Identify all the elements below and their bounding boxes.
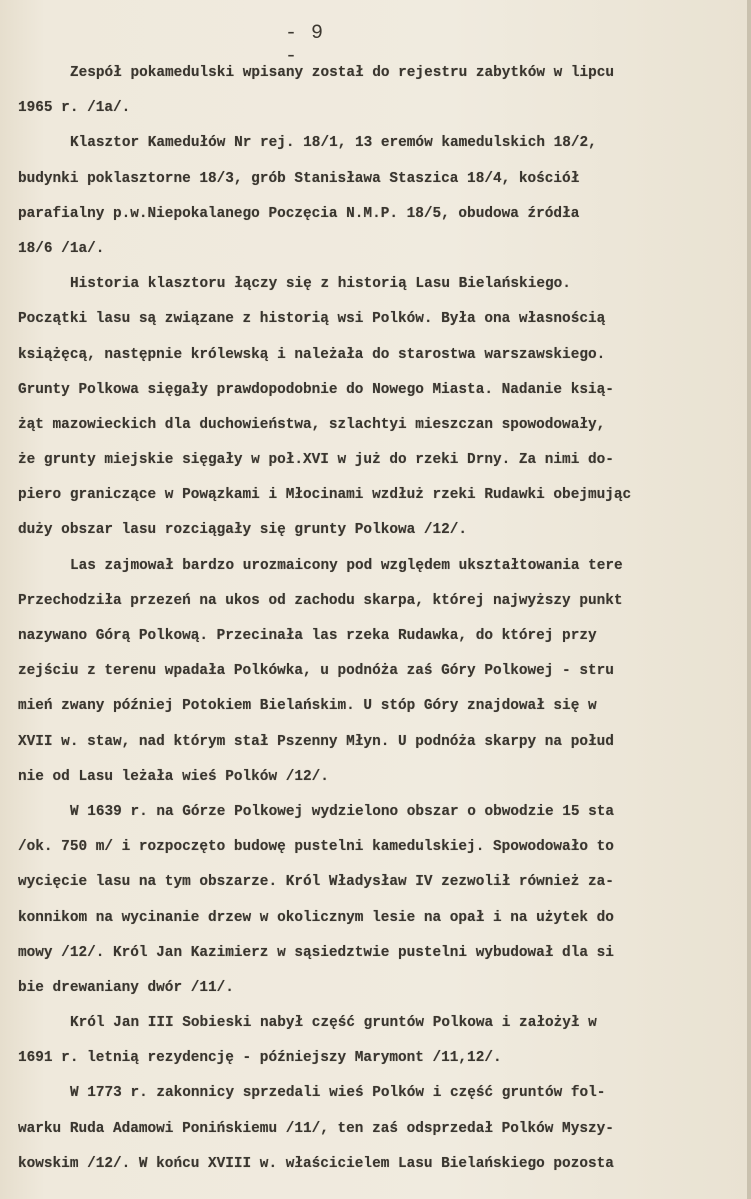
paragraph-line: bie drewaniany dwór /11/. [18, 979, 234, 996]
paragraph-line: /ok. 750 m/ i rozpoczęto budowę pustelni kamedulskiej. Spowodowało to [18, 839, 614, 856]
paragraph-first-line: Król Jan III Sobieski nabył część gruntów Polkowa i założył w [70, 1015, 597, 1032]
paragraph-line: Początki lasu są związane z historią wsi Polków. Była ona własnością [18, 311, 606, 328]
paragraph-first-line: Historia klasztoru łączy się z historią Lasu Bielańskiego. [70, 276, 571, 293]
paragraph-line: książęcą, następnie królewską i należała do starostwa warszawskiego. [18, 346, 606, 363]
paragraph-line: duży obszar lasu rozciągały się grunty Polkowa /12/. [18, 522, 468, 539]
paragraph-line: mień zwany później Potokiem Bielańskim. U stóp Góry znajdował się w [18, 698, 597, 715]
paragraph-line: mowy /12/. Król Jan Kazimierz w sąsiedztwie pustelni wybudował dla si [18, 944, 614, 961]
paragraph-first-line: W 1639 r. na Górze Polkowej wydzielono obszar o obwodzie 15 sta [70, 803, 615, 820]
paragraph-line: budynki poklasztorne 18/3, grób Stanisława Staszica 18/4, kościół [18, 170, 580, 187]
paragraph-line: 1965 r. /1a/. [18, 100, 131, 117]
paragraph-line: Przechodziła przezeń na ukos od zachodu skarpa, której najwyższy punkt [18, 592, 623, 609]
paragraph-line: XVII w. staw, nad którym stał Pszenny Młyn. U podnóża skarpy na połud [18, 733, 614, 750]
paragraph-line: piero graniczące w Powązkami i Młocinami wzdłuż rzeki Rudawki obejmując [18, 487, 632, 504]
paragraph-first-line: Zespół pokamedulski wpisany został do rejestru zabytków w lipcu [70, 65, 615, 81]
paragraph-first-line: W 1773 r. zakonnicy sprzedali wieś Polków i część gruntów fol- [70, 1085, 606, 1102]
paragraph-line: konnikom na wycinanie drzew w okolicznym lesie na opał i na użytek do [18, 909, 614, 926]
paragraph-line: Grunty Polkowa sięgały prawdopodobnie do Nowego Miasta. Nadanie ksią- [18, 381, 614, 398]
paragraph-line: że grunty miejskie sięgały w poł.XVI w już do rzeki Drny. Za nimi do- [18, 452, 614, 469]
paragraph-line: 1691 r. letnią rezydencję - późniejszy Marymont /11,12/. [18, 1050, 502, 1067]
page-number: - 9 - [285, 22, 325, 68]
paragraph-line: nie od Lasu leżała wieś Polków /12/. [18, 768, 329, 785]
page-edge-shadow [747, 0, 751, 1199]
paragraph-line: żąt mazowieckich dla duchowieństwa, szlachtyi mieszczan spowodowały, [18, 416, 606, 433]
document-body [18, 56, 746, 1182]
paragraph-first-line: Klasztor Kamedułów Nr rej. 18/1, 13 eremów kamedulskich 18/2, [70, 135, 597, 152]
paragraph-line: zejściu z terenu wpadała Polkówka, u podnóża zaś Góry Polkowej - stru [18, 663, 614, 680]
paragraph-first-line: Las zajmował bardzo urozmaicony pod względem ukształtowania tere [70, 557, 623, 574]
paragraph-line: kowskim /12/. W końcu XVIII w. właścicielem Lasu Bielańskiego pozosta [18, 1155, 614, 1172]
paragraph-line: parafialny p.w.Niepokalanego Poczęcia N.M.P. 18/5, obudowa źródła [18, 205, 580, 222]
paragraph-line: 18/6 /1a/. [18, 240, 105, 257]
paragraph-line: wycięcie lasu na tym obszarze. Król Władysław IV zezwolił również za- [18, 874, 614, 891]
paragraph-line: warku Ruda Adamowi Ponińskiemu /11/, ten zaś odsprzedał Polków Myszy- [18, 1120, 614, 1137]
paragraph-line: nazywano Górą Polkową. Przecinała las rzeka Rudawka, do której przy [18, 628, 597, 644]
